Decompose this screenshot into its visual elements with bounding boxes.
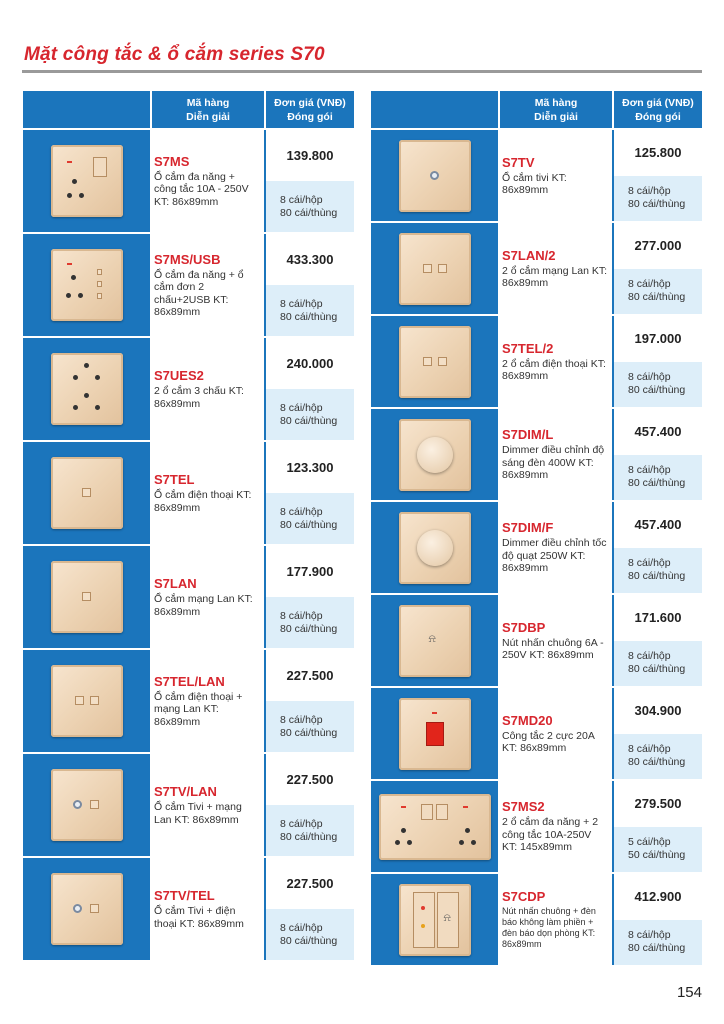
double-pole-switch-image: [399, 698, 471, 770]
pack-per-box: 8 cái/hộp: [628, 278, 671, 291]
product-code: S7TEL/LAN: [154, 673, 225, 689]
product-description: 2 ổ cắm điện thoại KT: 86x89mm: [502, 357, 606, 382]
product-code: S7DIM/L: [502, 427, 554, 443]
product-image-cell: [23, 338, 150, 440]
product-code: S7TV: [502, 154, 535, 170]
product-row: [371, 502, 702, 595]
product-image-cell: [23, 754, 150, 856]
product-packing: [612, 827, 702, 873]
page-title: Mặt công tắc & ổ cắm series S70: [24, 44, 325, 65]
header-price-label: Đơn giá (VNĐ): [622, 96, 694, 109]
product-row: [371, 595, 702, 688]
product-price-cell: [264, 338, 354, 440]
product-price-cell: [264, 442, 354, 544]
product-description: 2 ổ cắm 3 chấu KT: 86x89mm: [154, 385, 244, 410]
pack-per-carton: 80 cái/thùng: [280, 830, 338, 843]
tv-lan-socket-image: [51, 769, 123, 841]
product-packing: [612, 641, 702, 687]
product-price: 412.900: [612, 874, 702, 920]
product-row: [23, 858, 354, 962]
double-multi-socket-switch-image: [379, 794, 491, 860]
header-pack-label: Đóng gói: [287, 110, 333, 123]
pack-per-box: 8 cái/hộp: [280, 505, 323, 518]
header-desc-label: Diễn giải: [534, 110, 578, 123]
product-info: [498, 595, 612, 686]
product-packing: [612, 362, 702, 408]
product-packing: [612, 269, 702, 315]
product-packing: [612, 548, 702, 594]
header-name: [498, 91, 612, 128]
product-info: [150, 754, 264, 856]
product-price: 227.500: [264, 858, 354, 909]
product-packing: [264, 701, 354, 752]
product-info: [498, 409, 612, 500]
title-divider: [22, 70, 702, 73]
light-dimmer-image: [399, 419, 471, 491]
product-image-cell: [23, 546, 150, 648]
product-info: [150, 338, 264, 440]
fan-dimmer-image: [399, 512, 471, 584]
product-info: [150, 546, 264, 648]
product-info: [150, 130, 264, 232]
product-price-cell: [612, 688, 702, 779]
product-code: S7LAN: [154, 576, 197, 591]
product-packing: [264, 389, 354, 440]
pack-per-box: 8 cái/hộp: [280, 297, 323, 310]
product-description: 2 ổ cắm đa năng + 2 công tắc 10A-250V KT: 145x89mm: [502, 816, 599, 854]
header-desc-label: Diễn giải: [186, 110, 230, 123]
product-image-cell: [371, 874, 498, 965]
product-packing: [612, 176, 702, 222]
pack-per-box: 8 cái/hộp: [280, 713, 323, 726]
product-description: Ổ cắm đa năng + công tắc 10A - 250V KT: 86x89mm: [154, 170, 249, 208]
product-price: 240.000: [264, 338, 354, 389]
pack-per-box: 8 cái/hộp: [628, 557, 671, 570]
header-image-cell: [371, 91, 498, 128]
product-description: Dimmer điều chỉnh tốc độ quạt 250W KT: 86x89mm: [502, 537, 607, 575]
bell-icon: ⍾: [443, 911, 451, 924]
product-price-cell: [612, 502, 702, 593]
pack-per-box: 8 cái/hộp: [280, 609, 323, 622]
table-header: [23, 91, 354, 130]
product-code: S7TEL: [154, 472, 195, 487]
product-code: S7DBP: [502, 619, 546, 635]
product-info: [498, 502, 612, 593]
product-row: [371, 688, 702, 781]
product-image-cell: [371, 502, 498, 593]
product-description: Ổ cắm mạng Lan KT: 86x89mm: [154, 593, 253, 618]
product-image-cell: [371, 781, 498, 872]
product-price: 433.300: [264, 234, 354, 285]
product-image-cell: [371, 595, 498, 686]
product-price-cell: [264, 754, 354, 856]
product-row: [23, 338, 354, 442]
pack-per-box: 8 cái/hộp: [628, 464, 671, 477]
header-price: [612, 91, 702, 128]
product-code: S7MS2: [502, 799, 545, 815]
product-price: 177.900: [264, 546, 354, 597]
product-code: S7UES2: [154, 368, 204, 383]
table-header: [371, 91, 702, 130]
lan-socket-image: [51, 561, 123, 633]
pack-per-box: 8 cái/hộp: [628, 371, 671, 384]
product-row: [371, 409, 702, 502]
product-description: Ổ cắm Tivi + điện thoại KT: 86x89mm: [154, 905, 244, 930]
header-code-label: Mã hàng: [186, 96, 230, 109]
product-price-cell: [612, 223, 702, 314]
product-packing: [264, 285, 354, 336]
product-image-cell: [371, 688, 498, 779]
product-code: S7MS/USB: [154, 251, 221, 267]
product-description: Nút nhấn chuông 6A - 250V KT: 86x89mm: [502, 636, 604, 661]
header-name: [150, 91, 264, 128]
product-info: [498, 130, 612, 221]
pack-per-box: 5 cái/hộp: [628, 836, 671, 849]
product-description: Ổ cắm tivi KT: 86x89mm: [502, 171, 567, 196]
product-info: [498, 316, 612, 407]
product-price-cell: [612, 595, 702, 686]
product-info: [498, 781, 612, 872]
page-number: 154: [676, 984, 702, 1001]
product-description: Công tắc 2 cực 20A KT: 86x89mm: [502, 729, 595, 754]
product-info: [150, 858, 264, 960]
dnd-mur-bell-image: [399, 884, 471, 956]
product-price: 171.600: [612, 595, 702, 641]
pack-per-carton: 80 cái/thùng: [628, 570, 686, 583]
header-price-label: Đơn giá (VNĐ): [274, 96, 346, 109]
product-price-cell: [264, 650, 354, 752]
double-phone-socket-image: [399, 326, 471, 398]
product-price-cell: [264, 130, 354, 232]
product-packing: [264, 597, 354, 648]
product-price-cell: [612, 409, 702, 500]
pack-per-carton: 80 cái/thùng: [280, 518, 338, 531]
product-code: S7TV/TEL: [154, 888, 215, 903]
pack-per-box: 8 cái/hộp: [628, 185, 671, 198]
product-code: S7TV/LAN: [154, 784, 217, 799]
product-price-cell: [264, 234, 354, 336]
double-lan-socket-image: [399, 233, 471, 305]
phone-socket-image: [51, 457, 123, 529]
product-price-cell: [612, 781, 702, 872]
header-price: [264, 91, 354, 128]
product-image-cell: [371, 223, 498, 314]
product-price: 227.500: [264, 754, 354, 805]
product-price: 197.000: [612, 316, 702, 362]
product-row: [371, 874, 702, 967]
pack-per-carton: 80 cái/thùng: [628, 198, 686, 211]
doorbell-button-image: [399, 605, 471, 677]
product-row: [371, 223, 702, 316]
multi-socket-switch-image: [51, 145, 123, 217]
header-code-label: Mã hàng: [534, 96, 578, 109]
product-price-cell: [264, 546, 354, 648]
product-description: Ổ cắm điện thoại KT: 86x89mm: [154, 489, 252, 514]
pack-per-carton: 80 cái/thùng: [628, 942, 686, 955]
product-price-cell: [264, 858, 354, 960]
product-row: [23, 650, 354, 754]
product-row: [23, 130, 354, 234]
product-image-cell: [23, 858, 150, 960]
pack-per-box: 8 cái/hộp: [280, 193, 323, 206]
product-row: [23, 442, 354, 546]
product-packing: [612, 920, 702, 966]
product-info: [498, 223, 612, 314]
pack-per-carton: 80 cái/thùng: [628, 663, 686, 676]
product-row: [23, 546, 354, 650]
product-packing: [264, 805, 354, 856]
product-price: 227.500: [264, 650, 354, 701]
product-image-cell: [23, 650, 150, 752]
product-price: 277.000: [612, 223, 702, 269]
product-price-cell: [612, 316, 702, 407]
product-price: 279.500: [612, 781, 702, 827]
price-table-right: [371, 91, 702, 967]
pack-per-carton: 80 cái/thùng: [280, 310, 338, 323]
product-image-cell: [23, 130, 150, 232]
product-image-cell: [371, 316, 498, 407]
product-row: [23, 234, 354, 338]
product-price: 304.900: [612, 688, 702, 734]
pack-per-box: 8 cái/hộp: [628, 743, 671, 756]
pack-per-box: 8 cái/hộp: [628, 929, 671, 942]
product-info: [150, 650, 264, 752]
product-description: Ổ cắm điện thoại + mạng Lan KT: 86x89mm: [154, 690, 243, 728]
pack-per-carton: 80 cái/thùng: [280, 934, 338, 947]
product-description: Nút nhấn chuông + đèn báo không làm phiền + đèn báo dọn phòng KT: 86x89mm: [502, 906, 596, 949]
product-price: 139.800: [264, 130, 354, 181]
pack-per-carton: 50 cái/thùng: [628, 849, 686, 862]
product-code: S7LAN/2: [502, 247, 556, 263]
phone-lan-socket-image: [51, 665, 123, 737]
pack-per-carton: 80 cái/thùng: [280, 726, 338, 739]
pack-per-box: 8 cái/hộp: [628, 650, 671, 663]
tv-socket-image: [399, 140, 471, 212]
product-image-cell: [23, 442, 150, 544]
pack-per-box: 8 cái/hộp: [280, 817, 323, 830]
pack-per-carton: 80 cái/thùng: [628, 291, 686, 304]
product-price: 457.400: [612, 502, 702, 548]
pack-per-box: 8 cái/hộp: [280, 921, 323, 934]
product-packing: [264, 181, 354, 232]
pack-per-carton: 80 cái/thùng: [628, 477, 686, 490]
product-description: Dimmer điều chỉnh độ sáng đèn 400W KT: 86x89mm: [502, 444, 605, 482]
product-row: [371, 130, 702, 223]
product-packing: [612, 734, 702, 780]
product-image-cell: [23, 234, 150, 336]
product-description: Ổ cắm Tivi + mạng Lan KT: 86x89mm: [154, 801, 242, 826]
product-packing: [264, 493, 354, 544]
pack-per-carton: 80 cái/thùng: [280, 414, 338, 427]
product-image-cell: [371, 130, 498, 221]
pack-per-carton: 80 cái/thùng: [280, 622, 338, 635]
pack-per-carton: 80 cái/thùng: [280, 206, 338, 219]
product-code: S7CDP: [502, 889, 546, 904]
product-code: S7TEL/2: [502, 340, 554, 356]
product-image-cell: [371, 409, 498, 500]
header-image-cell: [23, 91, 150, 128]
product-row: [371, 781, 702, 874]
tv-phone-socket-image: [51, 873, 123, 945]
product-price-cell: [612, 130, 702, 221]
product-info: [150, 234, 264, 336]
product-price: 457.400: [612, 409, 702, 455]
product-description: Ổ cắm đa năng + ổ cắm đơn 2 chấu+2USB KT: 86x89mm: [154, 268, 244, 318]
price-table-left: [23, 91, 354, 962]
product-packing: [612, 455, 702, 501]
bell-icon: ⍾: [428, 632, 436, 645]
pack-per-carton: 80 cái/thùng: [628, 756, 686, 769]
multi-socket-usb-image: [51, 249, 123, 321]
product-price: 123.300: [264, 442, 354, 493]
product-info: [498, 688, 612, 779]
header-pack-label: Đóng gói: [635, 110, 681, 123]
product-code: S7DIM/F: [502, 520, 554, 536]
product-packing: [264, 909, 354, 960]
product-price: 125.800: [612, 130, 702, 176]
product-code: S7MS: [154, 153, 190, 169]
pack-per-box: 8 cái/hộp: [280, 401, 323, 414]
product-info: [150, 442, 264, 544]
product-price-cell: [612, 874, 702, 965]
product-row: [371, 316, 702, 409]
product-description: 2 ổ cắm mạng Lan KT: 86x89mm: [502, 264, 608, 289]
product-row: [23, 754, 354, 858]
pack-per-carton: 80 cái/thùng: [628, 384, 686, 397]
double-3pin-socket-image: [51, 353, 123, 425]
product-info: [498, 874, 612, 965]
product-code: S7MD20: [502, 712, 553, 728]
